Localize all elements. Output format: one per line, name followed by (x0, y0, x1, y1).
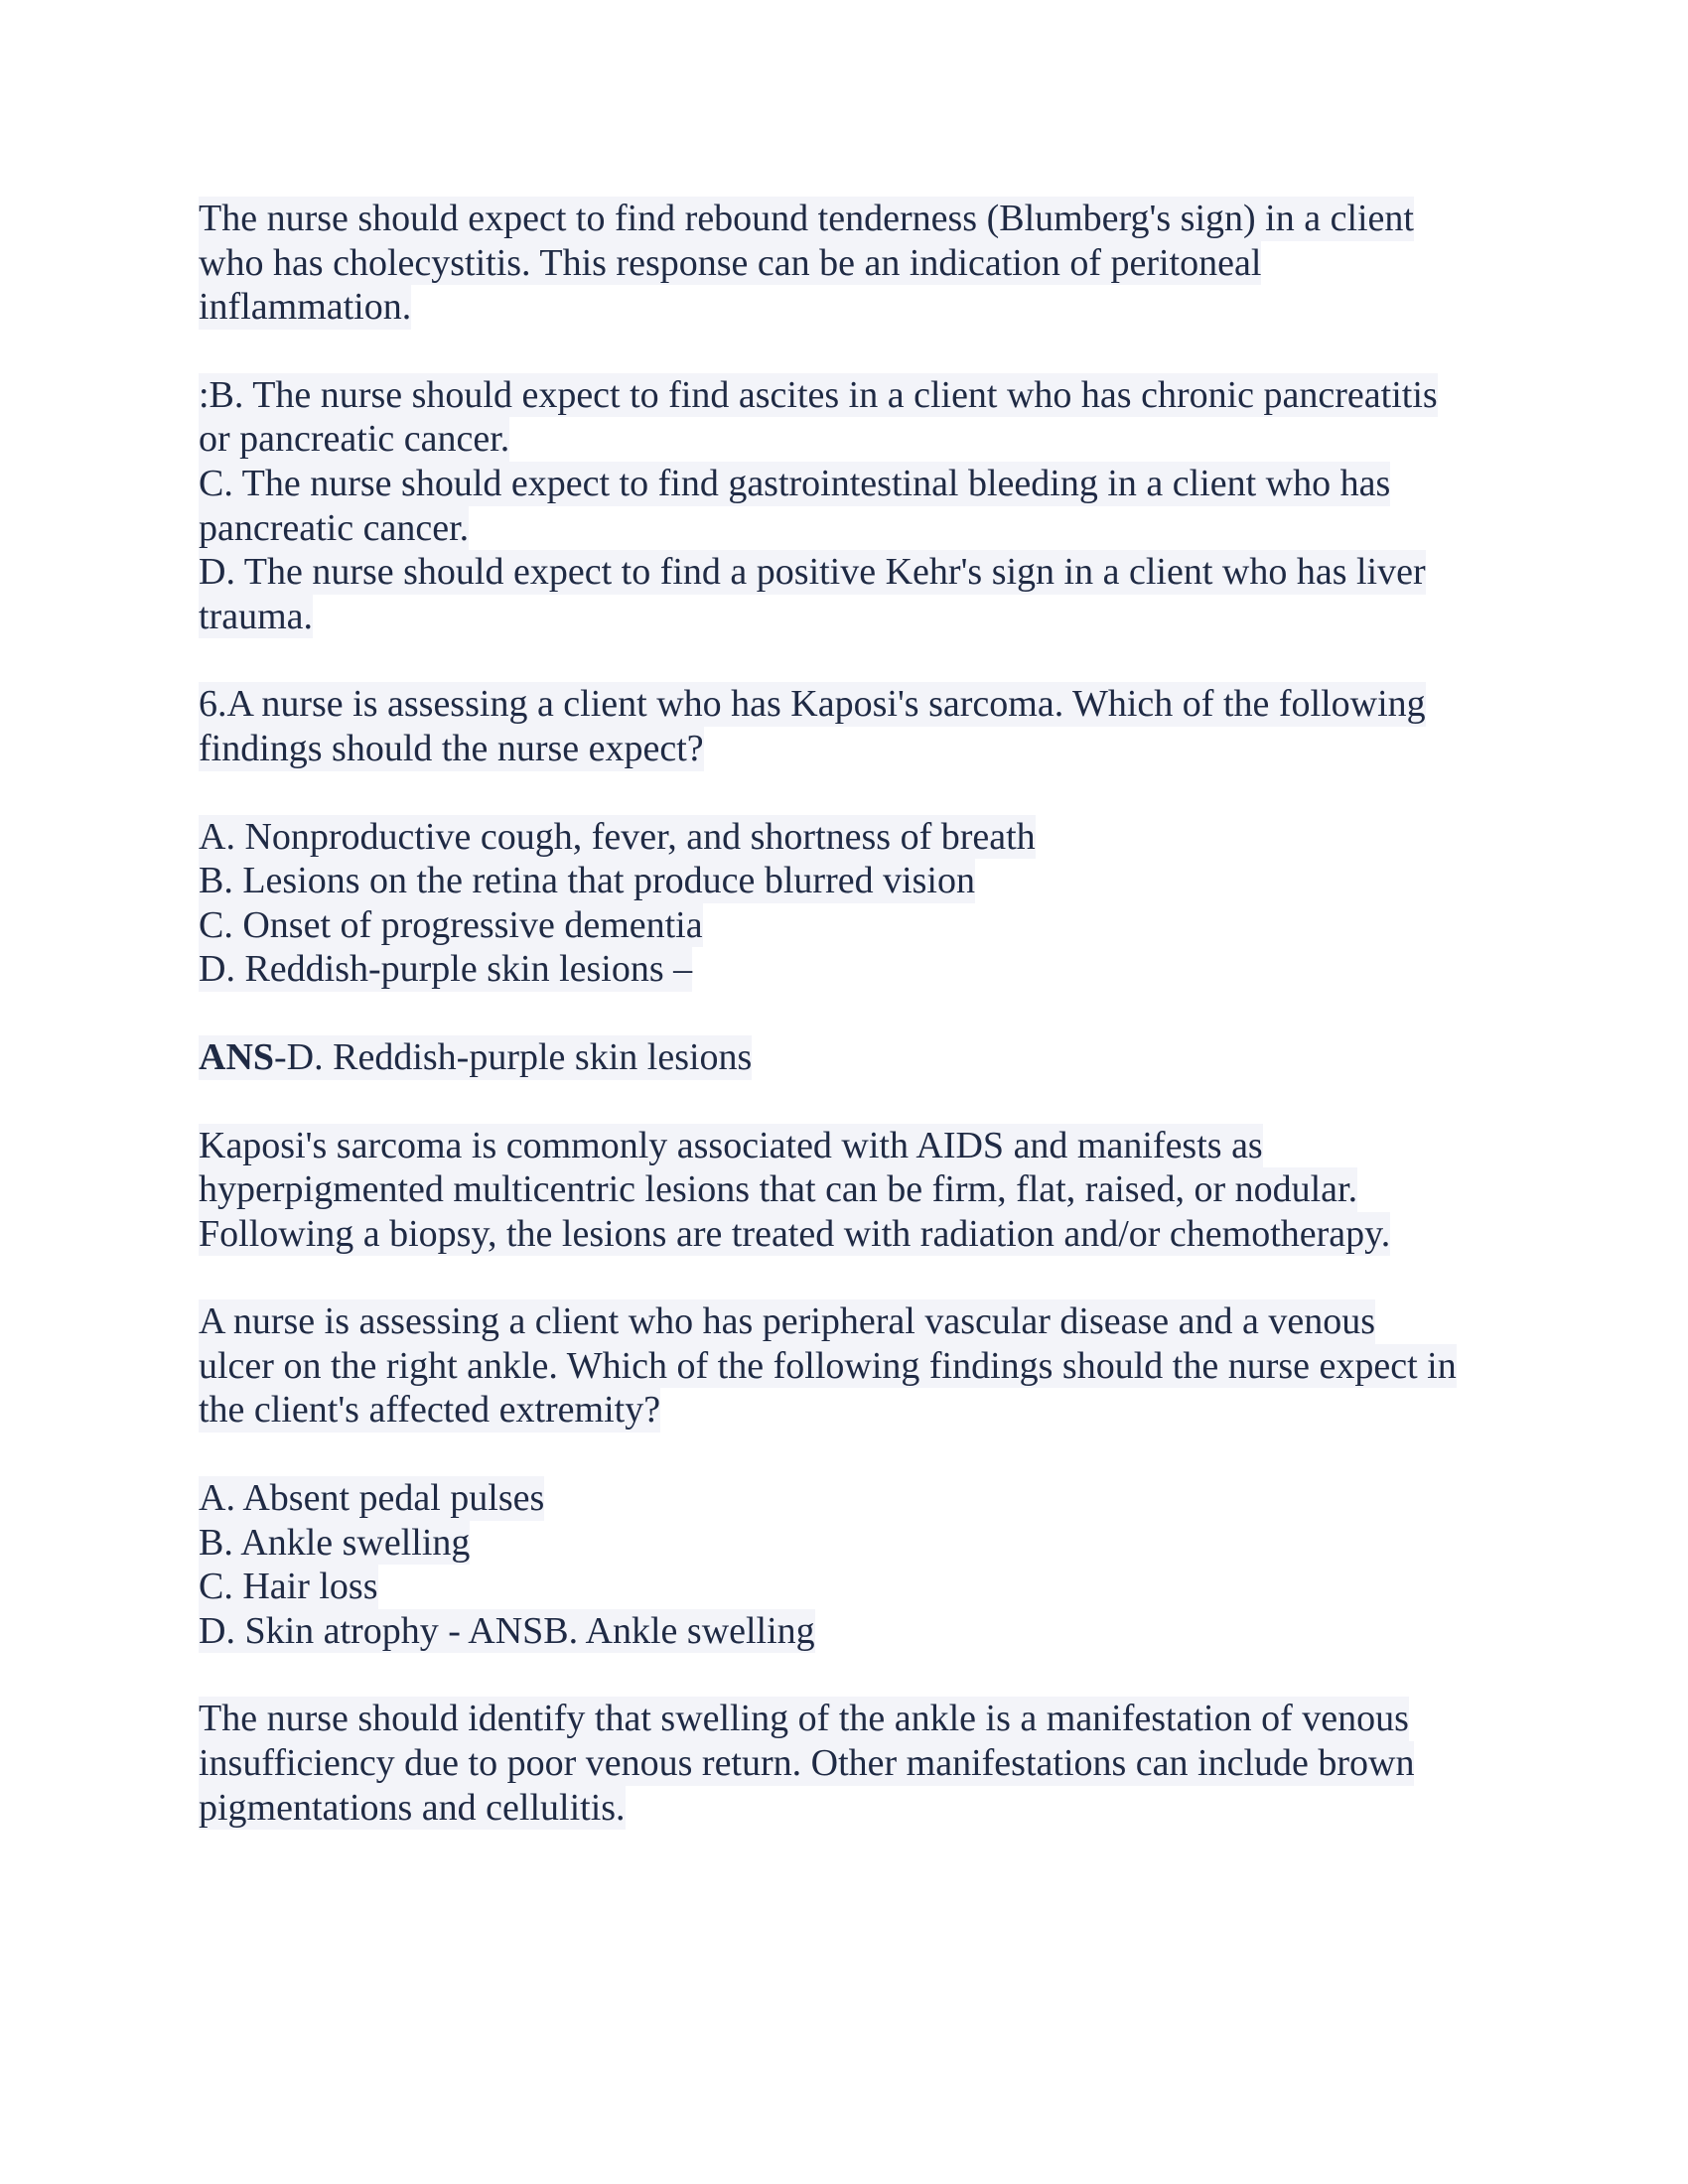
text-line: pigmentations and cellulitis. (199, 1786, 626, 1829)
rationale-venous-ulcer (199, 1697, 1529, 1830)
options-venous-ulcer (199, 1476, 1529, 1653)
text-line: who has cholecystitis. This response can be an indication of peritoneal (199, 241, 1262, 284)
text-line: D. The nurse should expect to find a positive Kehr's sign in a client who has liver (199, 551, 1426, 594)
answer-line (199, 1035, 752, 1080)
question-line: ulcer on the right ankle. Which of the following findings should the nurse expect in (199, 1344, 1457, 1387)
text-line: C. The nurse should expect to find gastrointestinal bleeding in a client who has (199, 462, 1391, 504)
paragraph-other-options (199, 373, 1529, 639)
paragraph-rebound-tenderness (199, 197, 1529, 330)
text-line: inflammation. (199, 286, 412, 329)
option-d: D. Reddish-purple skin lesions – (199, 948, 693, 991)
option-b: B. Lesions on the retina that produce blurred vision (199, 860, 975, 902)
question-line: the client's affected extremity? (199, 1389, 661, 1432)
answer-text: -D. Reddish-purple skin lesions (274, 1035, 753, 1078)
option-c: C. Onset of progressive dementia (199, 903, 703, 946)
answer-label: ANS (199, 1035, 275, 1078)
options-kaposi (199, 815, 1529, 992)
text-line: :B. The nurse should expect to find ascites in a client who has chronic pancreatitis (199, 373, 1438, 416)
answer-kaposi (199, 1035, 1529, 1080)
text-line: Kaposi's sarcoma is commonly associated with AIDS and manifests as (199, 1124, 1263, 1166)
option-b: B. Ankle swelling (199, 1521, 471, 1564)
option-d-with-answer: D. Skin atrophy - ANSB. Ankle swelling (199, 1609, 815, 1652)
text-line: The nurse should identify that swelling of the ankle is a manifestation of venous (199, 1698, 1409, 1740)
option-c: C. Hair loss (199, 1566, 378, 1608)
question-kaposi (199, 682, 1529, 770)
question-line: 6.A nurse is assessing a client who has Kaposi's sarcoma. Which of the following (199, 683, 1426, 726)
question-line: A nurse is assessing a client who has peripheral vascular disease and a venous (199, 1300, 1376, 1343)
text-line: or pancreatic cancer. (199, 418, 510, 461)
text-line: trauma. (199, 595, 314, 637)
text-line: The nurse should expect to find rebound tenderness (Blumberg's sign) in a client (199, 198, 1414, 239)
rationale-kaposi (199, 1124, 1529, 1257)
text-line: pancreatic cancer. (199, 506, 470, 549)
option-a: A. Nonproductive cough, fever, and shortness of breath (199, 815, 1036, 858)
text-line: Following a biopsy, the lesions are treated with radiation and/or chemotherapy. (199, 1212, 1391, 1255)
option-a: A. Absent pedal pulses (199, 1477, 545, 1520)
question-venous-ulcer (199, 1299, 1529, 1433)
text-line: insufficiency due to poor venous return. Other manifestations can include brown (199, 1742, 1415, 1785)
text-line: hyperpigmented multicentric lesions that can be firm, flat, raised, or nodular. (199, 1168, 1358, 1211)
document-page (199, 197, 1529, 1873)
question-line: findings should the nurse expect? (199, 727, 704, 769)
